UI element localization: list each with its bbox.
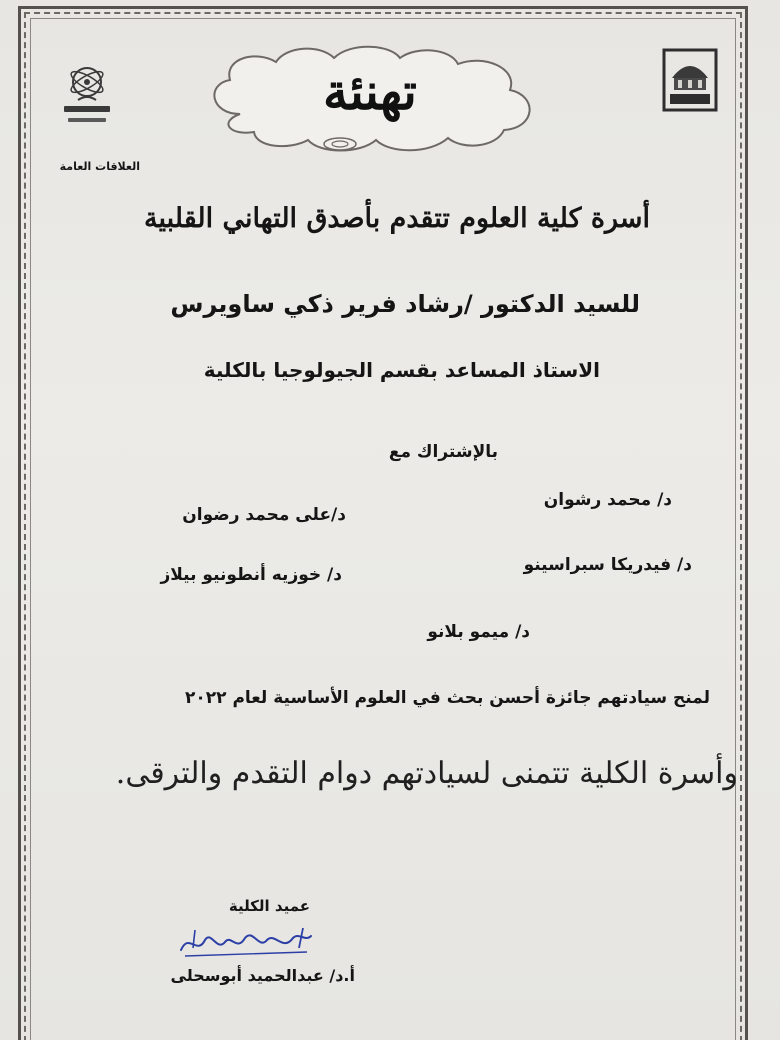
intro-line: أسرة كلية العلوم تتقدم بأصدق التهاني القلبية bbox=[144, 203, 650, 234]
partner-name: د/ فيدريكا سبراسينو bbox=[523, 555, 692, 575]
partner-name: د/ ميمو بلانو bbox=[427, 622, 530, 642]
partner-name: د/ خوزيه أنطونيو بيلاز bbox=[160, 565, 342, 585]
honoree-position: الاستاذ المساعد بقسم الجيولوجيا بالكلية bbox=[203, 358, 600, 382]
award-line: لمنح سيادتهم جائزة أحسن بحث في العلوم الأساسية لعام ٢٠٢٢ bbox=[185, 688, 710, 708]
wishes-line: وأسرة الكلية تتمنى لسيادتهم دوام التقدم والترقى. bbox=[115, 756, 738, 791]
faculty-of-science-logo-icon bbox=[42, 60, 132, 130]
dean-title: عميد الكلية bbox=[228, 897, 310, 915]
dean-signature bbox=[175, 922, 315, 964]
department-label: العلاقات العامة bbox=[59, 160, 140, 173]
certificate-title: تهنئة bbox=[323, 62, 417, 121]
with-label: بالإشتراك مع bbox=[388, 442, 498, 462]
partner-name: د/على محمد رضوان bbox=[182, 505, 346, 525]
honoree-name: للسيد الدكتور /رشاد فرير ذكي ساويرس bbox=[170, 290, 640, 318]
university-emblem-icon bbox=[662, 48, 718, 112]
dean-name: أ.د/ عبدالحميد أبوسحلى bbox=[170, 966, 355, 985]
partner-name: د/ محمد رشوان bbox=[543, 490, 672, 510]
